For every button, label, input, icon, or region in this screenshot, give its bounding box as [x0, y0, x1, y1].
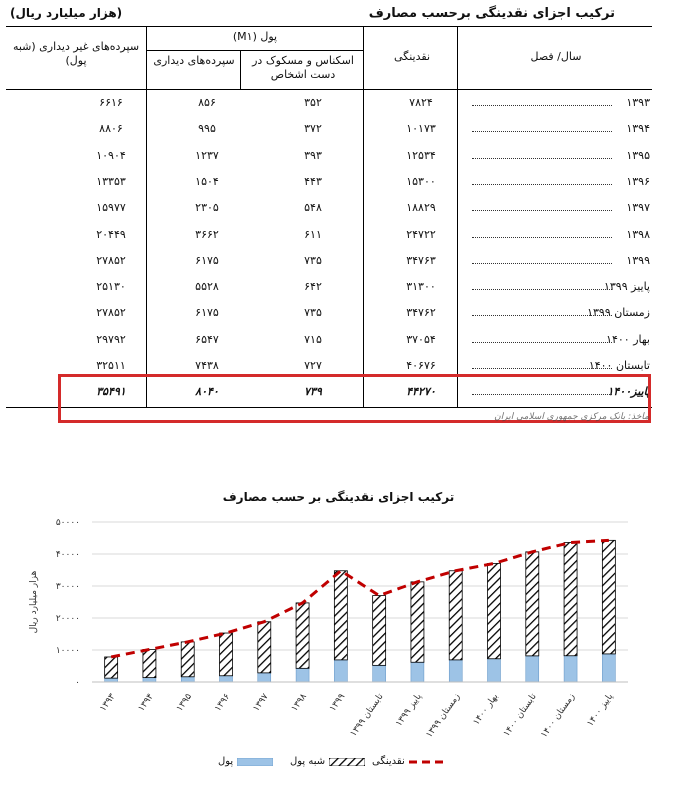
cell-liquidity: ۳۷۰۵۴	[406, 332, 436, 346]
y-tick-label: ۵۰۰۰۰	[55, 518, 80, 528]
x-tick-label: ۱۳۹۳	[98, 691, 118, 714]
bar-quasi	[334, 571, 347, 660]
cell-liquidity: ۱۵۳۰۰	[406, 174, 436, 188]
bar-money	[602, 654, 615, 682]
x-tick-label: زمستان ۱۴۰۰	[539, 691, 578, 740]
x-tick-label: ۱۳۹۷	[251, 691, 271, 714]
x-tick-label: بهار ۱۴۰۰	[471, 691, 501, 728]
bar-money	[373, 665, 386, 682]
cell-currency: ۶۱۱	[304, 227, 322, 241]
bar-quasi	[526, 552, 539, 656]
table-row	[6, 300, 652, 326]
leader-dots	[472, 184, 612, 185]
legend-money-swatch	[237, 758, 273, 766]
cell-liquidity: ۱۲۵۳۴	[406, 148, 436, 162]
legend-money	[218, 756, 273, 767]
row-label: ۱۳۹۷	[626, 201, 650, 215]
bar-money	[181, 677, 194, 682]
table-top-rule	[6, 26, 652, 27]
legend-money-label: پول	[218, 756, 234, 767]
cell-quasi: ۲۷۸۵۲	[96, 253, 126, 267]
x-tick-label: ۱۳۹۵	[174, 691, 195, 714]
cell-currency: ۴۴۳	[304, 174, 322, 188]
legend-liquidity	[372, 756, 445, 767]
y-tick-label: ۰	[75, 678, 80, 688]
row-label: زمستان ۱۳۹۹	[587, 306, 650, 320]
table-row	[6, 143, 652, 169]
cell-quasi: ۱۵۹۷۷	[96, 201, 126, 215]
leader-dots	[472, 237, 612, 238]
cell-demand: ۶۱۷۵	[195, 253, 219, 267]
cell-quasi: ۱۳۳۵۳	[96, 174, 126, 188]
cell-demand: ۱۵۰۴	[195, 174, 219, 188]
cell-currency: ۷۳۵	[304, 253, 322, 267]
cell-liquidity: ۱۸۸۲۹	[406, 201, 436, 215]
x-tick-label: ۱۳۹۹	[328, 691, 348, 714]
cell-currency: ۷۲۷	[304, 359, 322, 372]
bar-quasi	[143, 649, 156, 677]
legend-liquidity-swatch	[409, 758, 445, 766]
cell-currency: ۷۳۵	[304, 306, 322, 320]
cell-quasi: ۱۰۹۰۴	[96, 148, 126, 162]
cell-demand: ۵۵۲۸	[195, 280, 219, 294]
unit-label: (هزار میلیارد ریال)	[10, 6, 123, 20]
bar-money	[258, 673, 271, 682]
cell-quasi: ۸۸۰۶	[99, 122, 123, 136]
leader-dots	[472, 210, 612, 211]
cell-liquidity: ۳۱۳۰۰	[406, 280, 436, 294]
liquidity-table	[6, 26, 652, 407]
header-currency: اسکناس و مسکوک در دست اشخاص	[252, 54, 354, 81]
cell-currency: ۷۱۵	[304, 332, 322, 346]
bar-quasi	[220, 633, 233, 676]
cell-liquidity: ۴۴۲۷۰	[406, 385, 436, 399]
bar-money	[488, 659, 501, 682]
table-row	[6, 195, 652, 221]
cell-liquidity: ۲۴۷۲۲	[406, 227, 436, 241]
bar-money	[105, 678, 118, 682]
cell-quasi: ۲۷۸۵۲	[96, 306, 126, 320]
table-row	[6, 169, 652, 195]
bar-quasi	[411, 582, 424, 662]
cell-demand: ۹۹۵	[198, 122, 216, 136]
cell-demand: ۷۴۳۸	[195, 359, 219, 372]
y-tick-label: ۳۰۰۰۰	[55, 582, 80, 592]
cell-quasi: ۲۰۴۴۹	[96, 227, 126, 241]
chart-title: ترکیب اجزای نقدینگی بر حسب مصارف	[222, 490, 455, 504]
liquidity-chart	[0, 500, 677, 750]
row-label: ۱۳۹۳	[626, 96, 650, 109]
cell-liquidity: ۱۰۱۷۳	[406, 122, 436, 136]
row-label: ۱۳۹۹	[626, 253, 650, 267]
source-note: ماخذ: بانک مرکزی جمهوری اسلامی ایران	[494, 412, 649, 422]
bar-money	[526, 656, 539, 682]
cell-currency: ۶۴۲	[304, 280, 322, 294]
bar-money	[334, 660, 347, 682]
header-money-group: پول (M۱)	[232, 30, 278, 43]
bar-money	[564, 656, 577, 682]
row-label: ۱۳۹۸	[626, 227, 650, 241]
cell-currency: ۵۴۸	[304, 201, 322, 215]
header-quasi: سپرده‌های غیر دیداری (شبه پول)	[12, 40, 140, 67]
leader-dots	[472, 263, 612, 264]
bar-money	[296, 668, 309, 682]
header-demand: سپرده‌های دیداری	[153, 54, 235, 67]
bar-quasi	[564, 542, 577, 655]
bar-quasi	[258, 622, 271, 673]
y-tick-label: ۱۰۰۰۰	[55, 646, 80, 656]
leader-dots	[472, 105, 612, 106]
table-title: ترکیب اجزای نقدینگی برحسب مصارف	[368, 6, 615, 21]
leader-dots	[472, 289, 612, 290]
legend-quasi-swatch	[329, 758, 365, 766]
x-tick-label: زمستان ۱۳۹۹	[424, 691, 463, 740]
x-tick-label: ۱۳۹۸	[289, 691, 310, 714]
legend-liquidity-label: نقدینگی	[372, 756, 405, 767]
bar-quasi	[602, 540, 615, 654]
row-label: ۱۳۹۶	[626, 174, 650, 188]
cell-quasi: ۲۵۱۳۰	[96, 280, 126, 294]
cell-quasi: ۲۹۷۹۲	[96, 332, 126, 346]
x-tick-label: ۱۳۹۶	[213, 691, 233, 714]
x-tick-label: پاییز ۱۳۹۹	[394, 691, 424, 729]
cell-currency: ۳۹۳	[304, 148, 322, 162]
cell-quasi: ۶۶۱۶	[99, 96, 123, 109]
cell-liquidity: ۴۰۶۷۶	[406, 359, 436, 372]
cell-demand: ۶۵۴۷	[195, 332, 219, 346]
x-tick-label: ۱۳۹۴	[136, 691, 156, 714]
row-label: ۱۳۹۵	[626, 148, 650, 162]
bar-money	[143, 678, 156, 682]
leader-dots	[472, 315, 612, 316]
header-year: سال/ فصل	[530, 50, 582, 63]
legend-quasi	[290, 756, 365, 767]
table-row	[6, 327, 652, 353]
y-tick-label: ۴۰۰۰۰	[55, 550, 80, 560]
legend-quasi-label: شبه پول	[290, 756, 326, 767]
row-label: پاییز ۱۳۹۹	[603, 280, 650, 294]
leader-dots	[472, 342, 612, 343]
bar-quasi	[488, 563, 501, 658]
cell-demand: ۳۶۶۲	[195, 227, 219, 241]
cell-demand: ۱۲۳۷	[195, 148, 219, 162]
cell-liquidity: ۳۴۷۶۳	[406, 253, 436, 267]
x-tick-label: پاییز ۱۴۰۰	[585, 691, 616, 729]
bar-quasi	[181, 642, 194, 677]
cell-liquidity: ۳۴۷۶۲	[406, 306, 436, 320]
chart-legend	[212, 756, 442, 774]
x-tick-label: تابستان ۱۴۰۰	[501, 691, 539, 739]
cell-demand: ۸۰۴۰	[195, 385, 219, 399]
table-row	[6, 90, 652, 116]
row-label: تابستان ۱۴۰۰	[588, 359, 650, 372]
leader-dots	[472, 158, 612, 159]
row-label: ۱۳۹۴	[626, 122, 650, 136]
y-axis-label: هزار میلیارد ریال	[29, 570, 39, 634]
table-row	[6, 248, 652, 274]
cell-demand: ۲۳۰۵	[195, 201, 219, 215]
row-label: پاییز۱۴۰۰	[607, 385, 650, 399]
y-tick-label: ۲۰۰۰۰	[55, 614, 80, 624]
leader-dots	[472, 368, 612, 369]
bar-money	[449, 660, 462, 682]
leader-dots	[472, 131, 612, 132]
cell-demand: ۶۱۷۵	[195, 306, 219, 320]
bar-money	[411, 662, 424, 682]
cell-currency: ۳۷۲	[304, 122, 322, 136]
table-row	[6, 116, 652, 142]
table-row	[6, 274, 652, 300]
cell-demand: ۸۵۶	[198, 96, 216, 109]
cell-liquidity: ۷۸۲۴	[409, 96, 433, 109]
money-group-rule	[146, 50, 363, 51]
row-label: بهار ۱۴۰۰	[606, 332, 650, 346]
header-liquidity: نقدینگی	[393, 50, 431, 63]
bar-money	[220, 676, 233, 682]
col-divider	[240, 50, 241, 90]
cell-quasi: ۳۵۴۹۱	[96, 385, 126, 399]
cell-quasi: ۳۲۵۱۱	[96, 359, 126, 372]
table-row	[6, 222, 652, 248]
cell-currency: ۷۳۹	[304, 385, 322, 399]
bar-quasi	[296, 603, 309, 668]
bar-quasi	[373, 596, 386, 666]
bar-quasi	[105, 657, 118, 678]
bar-quasi	[449, 571, 462, 660]
cell-currency: ۳۵۲	[304, 96, 322, 109]
x-tick-label: تابستان ۱۳۹۹	[348, 691, 386, 739]
